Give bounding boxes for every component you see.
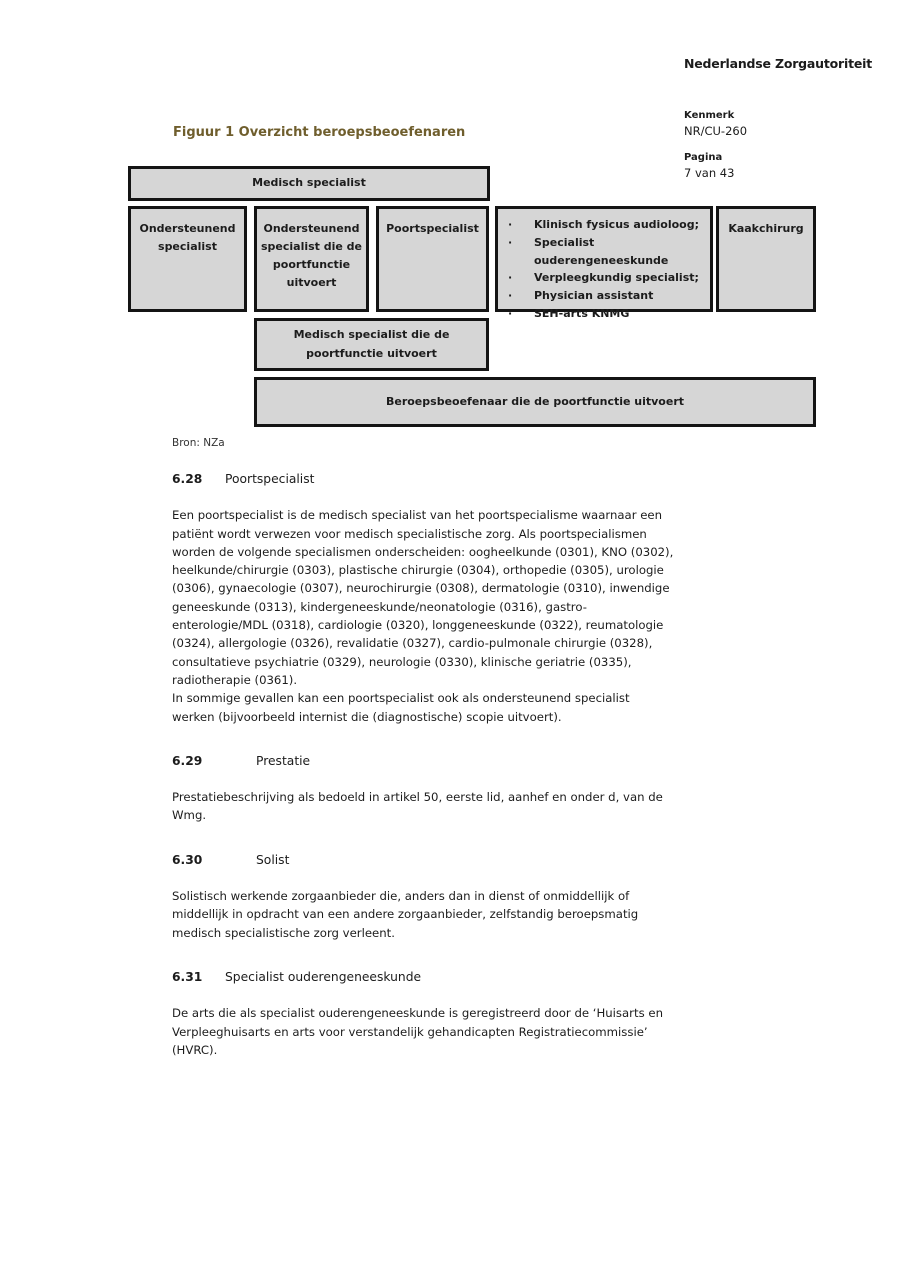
section-title: Poortspecialist [225,472,315,486]
section-number: 6.30 [172,852,203,867]
bullet-icon: · [508,235,513,249]
box-ondersteunend-specialist: Ondersteunend specialist [128,206,247,312]
box-medisch-specialist: Medisch specialist [128,166,490,201]
box-poortspecialist: Poortspecialist [376,206,489,312]
box-medisch-specialist-poortfunctie: Medisch specialist die de poortfunctie uitvoert [254,318,489,371]
section-title: Prestatie [256,753,311,768]
org-name: Nederlandse Zorgautoriteit [684,56,872,71]
bullet-icon: · [508,218,513,231]
pagina-value: 7 van 43 [684,166,735,180]
section-paragraph: In sommige gevallen kan een poortspecialist ook als ondersteunend specialist werken (bijvoorbeeld internist die (diagnostische) scopie uitvoert). [172,691,630,724]
section-number: 6.28 [172,472,203,486]
section-heading [172,851,674,869]
body-text [172,470,674,1059]
box-kaakchirurg: Kaakchirurg [716,206,816,312]
box-ondersteunend-specialist-poortfunctie: Ondersteunend specialist die de poortfunctie uitvoert [254,206,369,312]
section-6-31 [172,968,674,1059]
section-title: Specialist ouderengeneeskunde [225,969,422,984]
section-6-29 [172,752,674,825]
section-paragraph: Solistisch werkende zorgaanbieder die, anders dan in dienst of onmiddellijk of middellijk in opdracht van een andere zorgaanbieder, zelfstandig beroepsmatig medisch specialistische zorg verleent. [172,889,639,940]
section-number: 6.29 [172,753,203,768]
pagina-label: Pagina [684,152,723,163]
section-paragraph: Een poortspecialist is de medisch specialist van het poortspecialisme waarnaar een patiënt wordt verwezen voor medisch specialistische zorg. Als poortspecialismen worden de volgende specialismen onderscheiden: oogheelkunde (0301), KNO (0302), heelkunde/chirurgie (0303), plastische chirurgie (0304), orthopedie (0305), urologie (0306), gynaecologie (0307), neurochirurgie (0308), dermatologie (0310), inwendige geneeskunde (0313), kindergeneeskunde/neonatologie (0316), gastro-enterologie/MDL (0318), cardiologie (0320), longgeneeskunde (0322), reumatologie (0324), allergologie (0326), revalidatie (0327), cardio-pulmonale chirurgie (0328), consultatieve psychiatrie (0329), neurologie (0330), klinische geriatrie (0335), radiotherapie (0361). [172,508,674,687]
section-number: 6.31 [172,969,203,984]
section-6-28 [172,470,674,726]
list-item: · Klinisch fysicus audioloog; [506,216,706,234]
bullet-icon: · [508,289,513,303]
bullet-icon: · [508,271,513,285]
overige-list [506,216,706,323]
section-title: Solist [256,852,290,867]
section-heading [172,752,674,770]
box-beroepsbeoefenaar-poortfunctie: Beroepsbeoefenaar die de poortfunctie uitvoert [254,377,816,427]
list-item: · Specialist ouderengeneeskunde [506,234,706,270]
list-item: · Physician assistant [506,287,706,305]
section-paragraph: De arts die als specialist ouderengeneeskunde is geregistreerd door de ‘Huisarts en Verpleeghuisarts en arts voor verstandelijk gehandicapten Registratiecommissie’ (HVRC). [172,1006,663,1057]
kenmerk-value: NR/CU-260 [684,124,748,138]
kenmerk-label: Kenmerk [684,110,735,121]
section-heading [172,968,674,986]
figure-source: Bron: NZa [172,437,225,449]
section-6-30 [172,851,674,942]
section-paragraph: Prestatiebeschrijving als bedoeld in artikel 50, eerste lid, aanhef en onder d, van de Wmg. [172,790,663,823]
bullet-icon: · [508,307,513,321]
section-heading [172,470,674,488]
list-item: · Verpleegkundig specialist; [506,269,706,287]
figure-diagram [128,166,820,428]
box-overige-beroepsbeoefenaren [495,206,713,321]
list-item: · SEH-arts KNMG [506,305,706,323]
figure-title: Figuur 1 Overzicht beroepsbeoefenaren [173,125,466,140]
